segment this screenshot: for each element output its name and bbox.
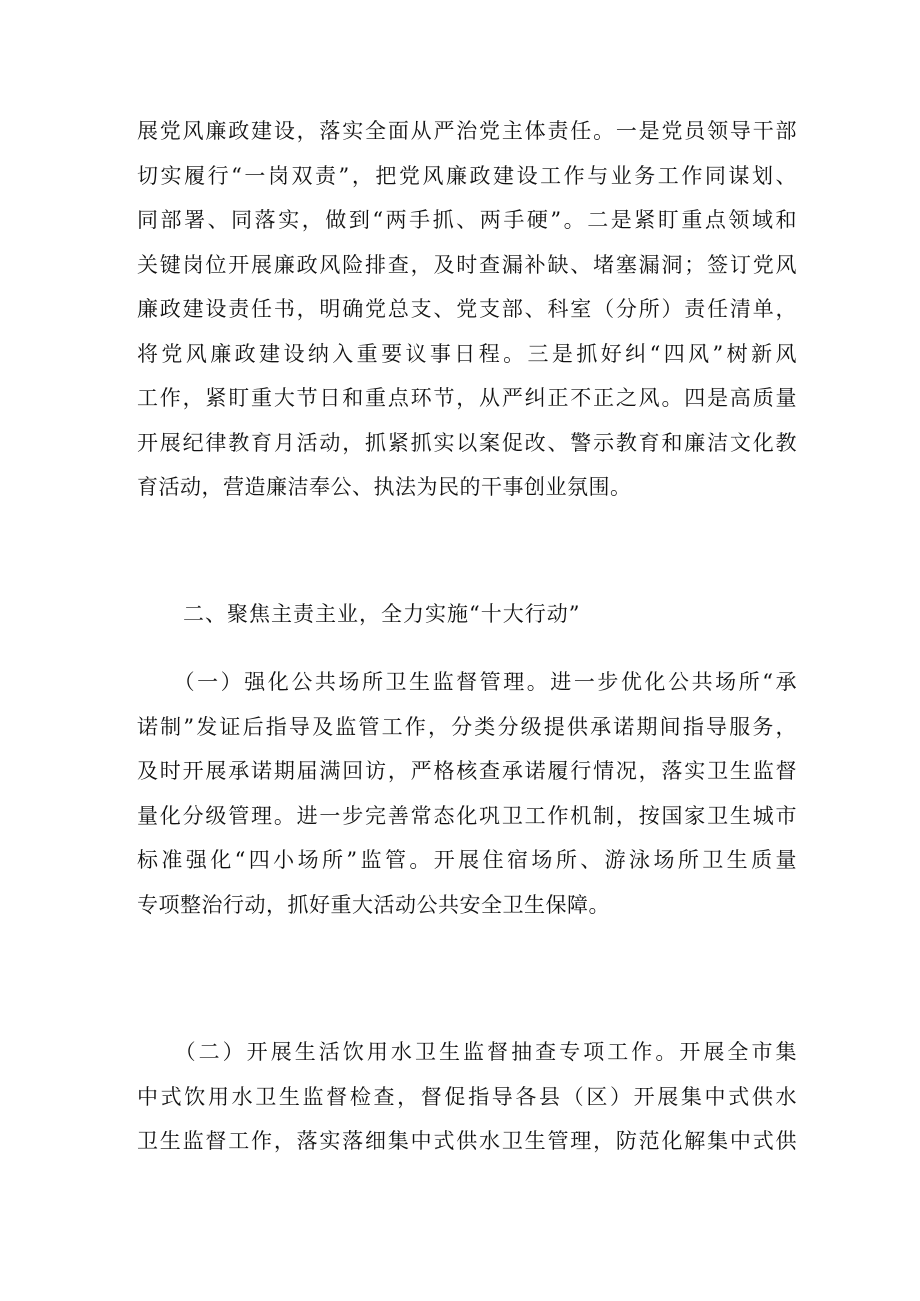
text-line: 育活动，营造廉洁奉公、执法为民的干事创业氛围。 [137,475,632,499]
text-line: （一）强化公共场所卫生监督管理。进一步优化公共场所“承 [137,670,797,694]
text-line: 切实履行“一岗双责”，把党风廉政建设工作与业务工作同谋划、 [137,163,797,188]
text-line: 及时开展承诺期届满回访，严格核查承诺履行情况，落实卫生监督 [137,759,797,783]
text-line: 关键岗位开展廉政风险排查，及时查漏补缺、堵塞漏洞；签订党风 [137,252,797,277]
text-line: 将党风廉政建设纳入重要议事日程。三是抓好纠“四风”树新风 [137,341,797,366]
text-line: 卫生监督工作，落实落细集中式供水卫生管理，防范化解集中式供 [137,1129,797,1153]
text-line: 廉政建设责任书，明确党总支、党支部、科室（分所）责任清单， [137,297,797,321]
text-line: 工作，紧盯重大节日和重点环节，从严纠正不正之风。四是高质量 [137,386,797,410]
text-line: （二）开展生活饮用水卫生监督抽查专项工作。开展全市集 [137,1040,797,1064]
text-line: 同部署、同落实，做到“两手抓、两手硬”。二是紧盯重点领域和 [137,208,797,232]
text-line: 中式饮用水卫生监督检查，督促指导各县（区）开展集中式供水 [137,1084,797,1109]
paragraph-public-places [137,660,797,927]
text-line: 开展纪律教育月活动，抓紧抓实以案促改、警示教育和廉洁文化教 [137,430,797,455]
text-line: 量化分级管理。进一步完善常态化巩卫工作机制，按国家卫生城市 [137,803,797,828]
text-line: 诺制”发证后指导及监管工作，分类分级提供承诺期间指导服务， [137,714,797,739]
text-line: 展党风廉政建设，落实全面从严治党主体责任。一是党员领导干部 [137,119,797,143]
paragraph-party-conduct [137,109,797,510]
section-heading: 二、聚焦主责主业，全力实施“十大行动” [183,602,581,626]
text-line: 专项整治行动，抓好重大活动公共安全卫生保障。 [137,892,610,917]
paragraph-drinking-water [137,1030,797,1164]
text-line: 标准强化“四小场所”监管。开展住宿场所、游泳场所卫生质量 [137,848,797,872]
